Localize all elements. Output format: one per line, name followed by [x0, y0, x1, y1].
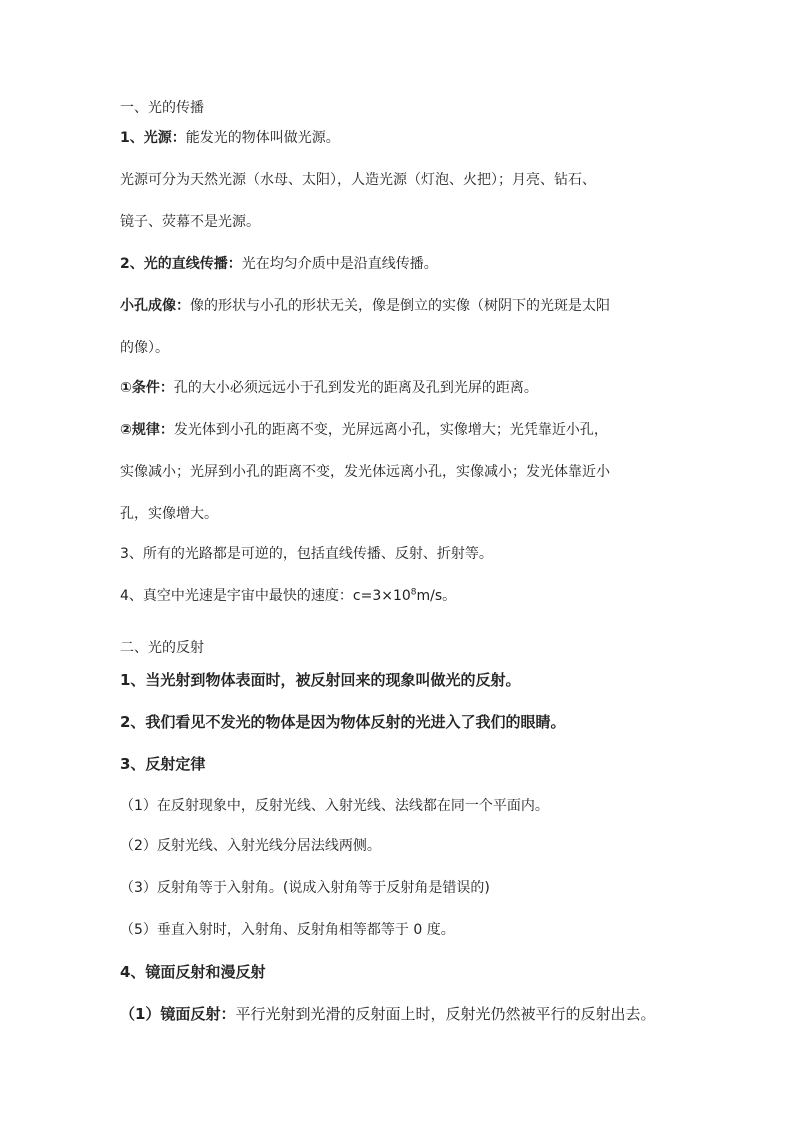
para-pinhole-imaging-cont: 的像）。	[120, 340, 169, 356]
para-rule-cont-1: 实像减小；光屏到小孔的距离不变，发光体远离小孔，实像减小；发光体靠近小	[120, 464, 610, 480]
term-pinhole-imaging: 小孔成像：	[120, 298, 190, 314]
para-speed-of-light	[120, 586, 690, 606]
law-item-1: （1）在反射现象中，反射光线、入射光线、法线都在同一个平面内。	[120, 798, 549, 814]
term-light-source: 1、光源：	[120, 130, 186, 146]
def-light-source: 能发光的物体叫做光源。	[185, 130, 340, 146]
def-condition: 孔的大小必须远远小于孔到发光的距离及孔到光屏的距离。	[173, 380, 538, 396]
para-straight-propagation	[120, 254, 690, 274]
def-specular-reflection: 平行光射到光滑的反射面上时，反射光仍然被平行的反射出去。	[235, 1005, 656, 1023]
term-condition: ①条件：	[120, 380, 174, 396]
subheading-specular-diffuse: 4、镜面反射和漫反射	[120, 963, 266, 981]
para-specular-reflection	[120, 1004, 690, 1024]
law-item-2: （2）反射光线、入射光线分居法线两侧。	[120, 838, 381, 854]
para-rule-cont-2: 孔，实像增大。	[120, 506, 218, 522]
def-straight-propagation: 光在均匀介质中是沿直线传播。	[241, 256, 438, 272]
para-pinhole-imaging	[120, 296, 690, 316]
def-rule: 发光体到小孔的距离不变，光屏远离小孔，实像增大；光凭靠近小孔，	[173, 422, 608, 438]
term-straight-propagation: 2、光的直线传播：	[120, 256, 242, 272]
def-pinhole-imaging: 像的形状与小孔的形状无关，像是倒立的实像（树阴下的光斑是太阳	[190, 298, 610, 314]
speed-exponent: 8	[410, 587, 417, 598]
para-light-source-types-cont: 镜子、荧幕不是光源。	[120, 214, 260, 230]
subheading-reflection-law: 3、反射定律	[120, 755, 206, 773]
para-light-source-types: 光源可分为天然光源（水母、太阳），人造光源（灯泡、火把）；月亮、钻石、	[120, 172, 596, 188]
section-heading-light-propagation: 一、光的传播	[120, 100, 204, 116]
para-condition	[120, 378, 690, 398]
law-item-3: （3）反射角等于入射角。(说成入射角等于反射角是错误的)	[120, 880, 490, 896]
speed-unit: m/s。	[416, 588, 457, 604]
term-specular-reflection: （1）镜面反射：	[120, 1005, 236, 1023]
para-seeing-objects: 2、我们看见不发光的物体是因为物体反射的光进入了我们的眼睛。	[120, 713, 566, 731]
para-light-source	[120, 128, 690, 148]
term-rule: ②规律：	[120, 422, 174, 438]
para-rule	[120, 420, 690, 440]
speed-of-light-text: 4、真空中光速是宇宙中最快的速度：c=3×10	[120, 588, 411, 604]
para-reflection-definition: 1、当光射到物体表面时，被反射回来的现象叫做光的反射。	[120, 671, 521, 689]
law-item-5: （5）垂直入射时，入射角、反射角相等都等于 0 度。	[120, 922, 455, 938]
section-heading-reflection: 二、光的反射	[120, 640, 204, 656]
para-reversible-path: 3、所有的光路都是可逆的，包括直线传播、反射、折射等。	[120, 546, 493, 562]
